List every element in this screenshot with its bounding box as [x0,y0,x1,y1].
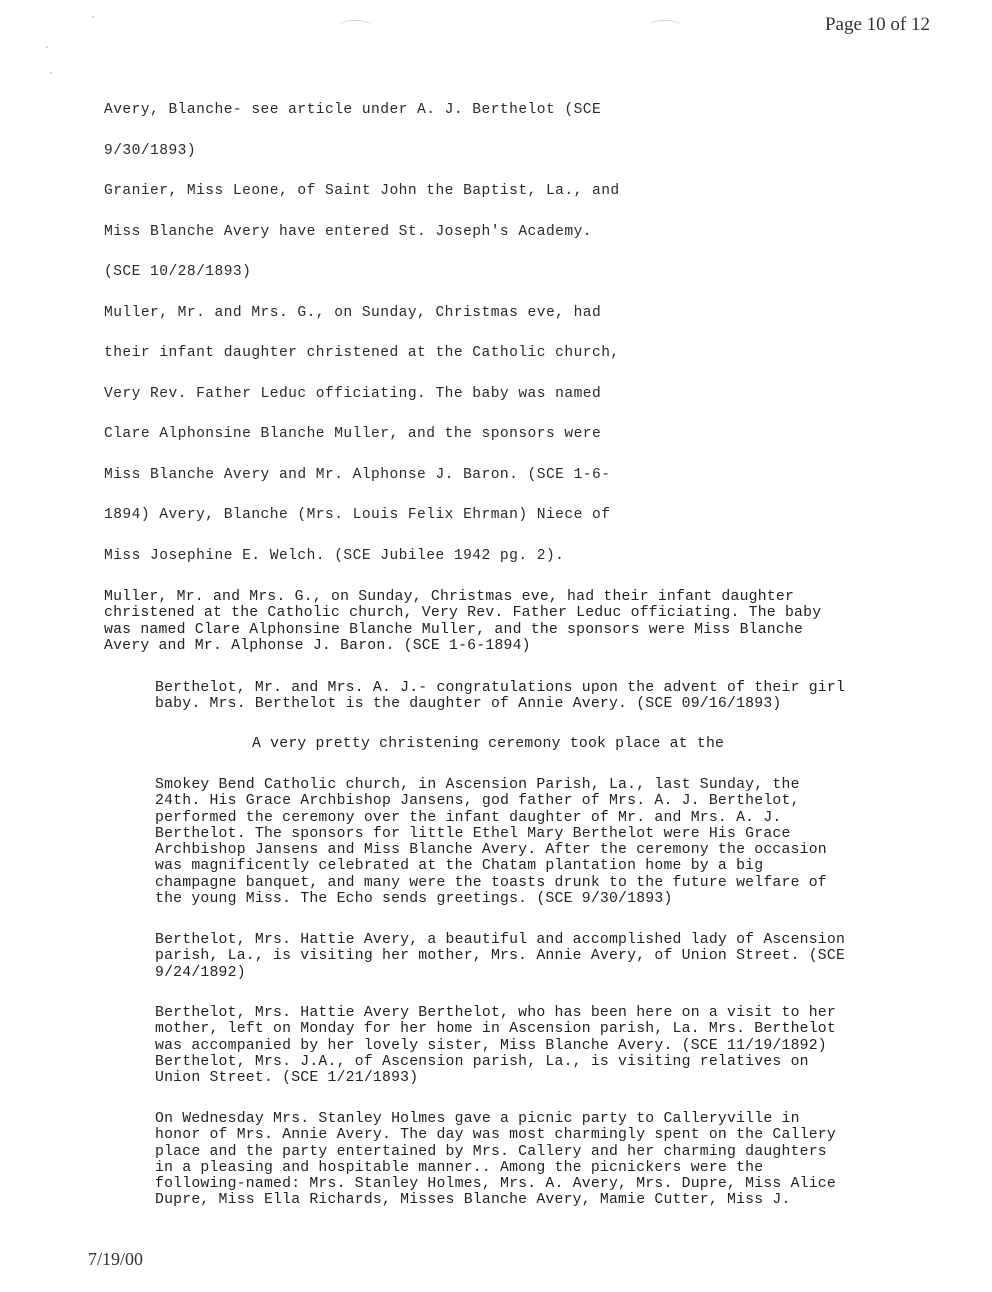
text-line: 9/30/1893) [104,142,197,159]
christening-intro-line: A very pretty christening ceremony took place at the [252,736,725,752]
text-line: the young Miss. The Echo sends greetings. (SCE 9/30/1893) [155,891,673,908]
scan-speck [92,16,94,18]
text-line: Miss Blanche Avery and Mr. Alphonse J. Baron. (SCE 1-6- [104,466,611,483]
text-line: (SCE 10/28/1893) [104,264,252,280]
text-line: Union Street. (SCE 1/21/1893) [155,1070,419,1087]
christening-paragraph [155,777,827,907]
punch-hole-mark-right [648,20,682,33]
text-line: Avery, Blanche- see article under A. J. Berthelot (SCE [104,102,602,118]
muller-paragraph [104,589,821,654]
text-line: Clare Alphonsine Blanche Muller, and the sponsors were [104,426,602,442]
page-number: Page 10 of 12 [824,14,930,35]
scan-speck [46,46,48,48]
text-line: Berthelot, Mrs. Hattie Avery Berthelot, who has been here on a visit to her [155,1005,836,1021]
text-line: 9/24/1892) [155,964,246,981]
text-line: Avery and Mr. Alphonse J. Baron. (SCE 1-6-1894) [104,637,531,654]
text-line: was accompanied by her lovely sister, Miss Blanche Avery. (SCE 11/19/1892) [155,1037,827,1054]
text-line: Muller, Mr. and Mrs. G., on Sunday, Christmas eve, had [104,304,602,321]
text-line: performed the ceremony over the infant daughter of Mr. and Mrs. A. J. [155,809,782,826]
text-line: Berthelot, Mrs. Hattie Avery, a beautiful and accomplished lady of Ascension [155,932,846,948]
text-line: mother, left on Monday for her home in Ascension parish, La. Mrs. Berthelot [155,1021,836,1038]
text-line: was magnificently celebrated at the Chatam plantation home by a big [155,858,764,875]
punch-hole-mark-left [338,20,372,33]
text-line: christened at the Catholic church, Very Rev. Father Leduc officiating. The baby [104,605,822,622]
text-line: in a pleasing and hospitable manner.. Among the picnickers were the [155,1159,764,1176]
text-line: parish, La., is visiting her mother, Mrs. Annie Avery, of Union Street. (SCE [155,948,846,965]
text-line: Berthelot. The sponsors for little Ethel Mary Berthelot were His Grace [155,825,791,842]
text-line: honor of Mrs. Annie Avery. The day was most charmingly spent on the Callery [155,1127,836,1144]
picnic-paragraph [155,1111,836,1209]
text-line: Dupre, Miss Ella Richards, Misses Blanche Avery, Mamie Cutter, Miss J. [155,1192,791,1209]
text-line: Berthelot, Mrs. J.A., of Ascension parish, La., is visiting relatives on [155,1053,809,1070]
text-line: On Wednesday Mrs. Stanley Holmes gave a picnic party to Calleryville in [155,1111,800,1127]
text-line: champagne banquet, and many were the toasts drunk to the future welfare of [155,874,827,891]
text-line: following-named: Mrs. Stanley Holmes, Mrs. A. Avery, Mrs. Dupre, Miss Alice [155,1176,836,1193]
text-line: baby. Mrs. Berthelot is the daughter of Annie Avery. (SCE 09/16/1893) [155,696,782,713]
text-line: Berthelot, Mr. and Mrs. A. J.- congratulations upon the advent of their girl [155,680,846,696]
text-line: 1894) Avery, Blanche (Mrs. Louis Felix Ehrman) Niece of [104,507,611,523]
text-line: was named Clare Alphonsine Blanche Muller, and the sponsors were Miss Blanche [104,621,804,638]
hattie-visit-paragraph [155,932,845,981]
footer-date: 7/19/00 [88,1249,144,1269]
text-line: Smokey Bend Catholic church, in Ascension Parish, La., last Sunday, the [155,777,800,793]
double-spaced-section [104,98,884,584]
text-line: Archbishop Jansens and Miss Blanche Avery. After the ceremony the occasion [155,842,827,859]
hattie-left-paragraph [155,1005,836,1086]
text-line: Granier, Miss Leone, of Saint John the Baptist, La., and [104,183,620,199]
text-line: 24th. His Grace Archbishop Jansens, god father of Mrs. A. J. Berthelot, [155,793,800,810]
text-line: their infant daughter christened at the Catholic church, [104,345,620,361]
scan-speck [50,72,52,74]
berthelot-advent-paragraph [155,680,845,713]
text-line: Very Rev. Father Leduc officiating. The baby was named [104,385,602,402]
text-line: Miss Josephine E. Welch. (SCE Jubilee 1942 pg. 2). [104,547,565,564]
text-line: place and the party entertained by Mrs. Callery and her charming daughters [155,1143,827,1160]
text-line: Muller, Mr. and Mrs. G., on Sunday, Christmas eve, had their infant daughter [104,589,795,605]
text-line: Miss Blanche Avery have entered St. Joseph's Academy. [104,223,593,240]
